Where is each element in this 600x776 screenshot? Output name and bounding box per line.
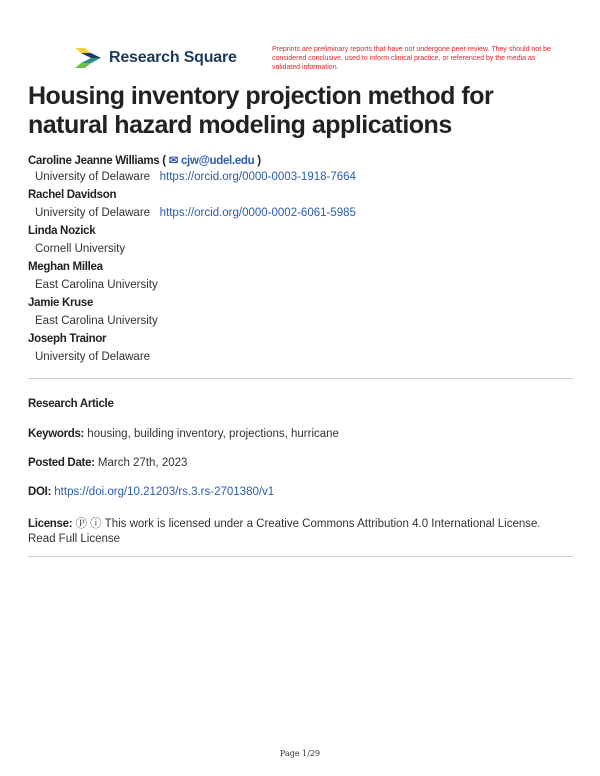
doi-label: DOI: (28, 486, 52, 498)
author-name: Linda Nozick (28, 225, 96, 237)
author-name: Caroline Jeanne Williams ( ✉ cjw@udel.edu ) (28, 155, 261, 167)
orcid-link[interactable]: https://orcid.org/0000-0003-1918-7664 (159, 171, 356, 183)
author-name: Rachel Davidson (28, 189, 117, 201)
preprint-disclaimer: Preprints are preliminary reports that have not undergone peer review. They should not be considered conclusive, used to inform clinical practice, or referenced by the media as validated information. (272, 46, 551, 71)
doi-link[interactable]: https://doi.org/10.21203/rs.3.rs-2701380/v1 (54, 486, 275, 498)
doi (28, 486, 274, 498)
cc-by-icon: ⓘ (90, 518, 102, 530)
logo-text: Research Square (109, 49, 237, 66)
author-name: Meghan Millea (28, 261, 103, 273)
license-text: This work is licensed under a Creative Commons Attribution 4.0 International License. (104, 518, 541, 530)
author-name: Joseph Trainor (28, 333, 107, 345)
article-type-text: Research Article (28, 398, 114, 410)
divider (28, 556, 573, 557)
posted-date (28, 457, 187, 469)
keywords (28, 428, 339, 440)
author-affiliation: East Carolina University (35, 315, 158, 327)
cc-icon: Ⓟ (75, 518, 87, 530)
research-square-logo[interactable] (75, 48, 237, 68)
research-square-logo-icon (75, 48, 101, 68)
article-type (28, 398, 114, 410)
orcid-link[interactable]: https://orcid.org/0000-0002-6061-5985 (159, 207, 356, 219)
license (28, 515, 541, 531)
email-text[interactable]: cjw@udel.edu (180, 155, 255, 167)
page-number: Page 1/29 (279, 749, 321, 758)
author-affiliation (35, 207, 356, 219)
posted-label: Posted Date: (28, 457, 95, 469)
keywords-value: housing, building inventory, projections, hurricane (87, 428, 339, 440)
license-label: License: (28, 518, 73, 530)
paper-title: Housing inventory projection method for natural hazard modeling applications (28, 82, 494, 139)
author-affiliation: East Carolina University (35, 279, 158, 291)
author-name-text: Caroline Jeanne Williams (28, 155, 160, 167)
read-full-license-link[interactable]: Read Full License (28, 533, 121, 545)
keywords-label: Keywords: (28, 428, 85, 440)
author-name: Jamie Kruse (28, 297, 94, 309)
author-affiliation: University of Delaware (35, 351, 151, 363)
author-affiliation: Cornell University (35, 243, 126, 255)
affiliation-text: University of Delaware (35, 207, 151, 219)
affiliation-text: University of Delaware (35, 171, 151, 183)
posted-value: March 27th, 2023 (97, 457, 188, 469)
divider (28, 378, 573, 379)
email-link[interactable]: ✉ cjw@udel.edu (168, 155, 255, 167)
author-affiliation (35, 171, 356, 183)
